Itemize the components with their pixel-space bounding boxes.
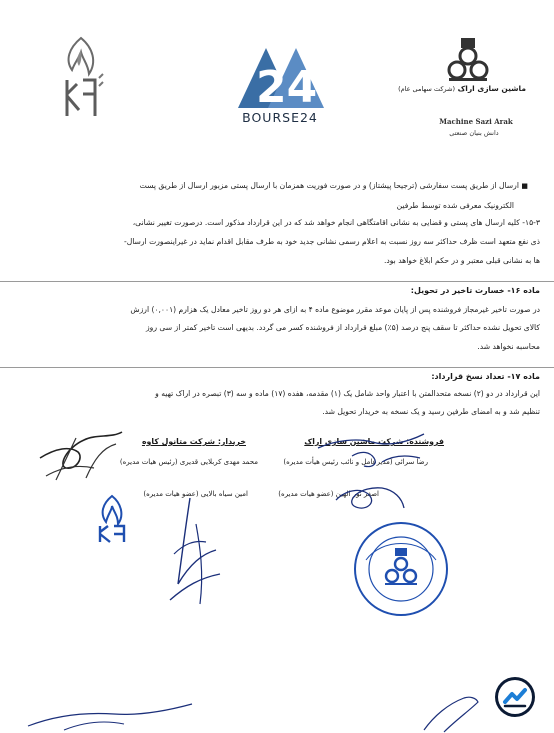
divider [0, 367, 554, 368]
clause-15-3-line-2: ذی نفع متعهد است ظرف حداکثر سه روز نسبت به اعلام رسمی نشانی جدید خود به طرف مقابل اقدام نماید در غیراینصورت ارسال- [123, 237, 540, 246]
article-17-title: ماده ۱۷- تعداد نسخ قرارداد: [431, 372, 540, 381]
seller-person-1: رضا سرائی (مدیرعامل و نائب رئیس هیأت مدیره) [283, 458, 428, 466]
buyer-signature-1 [36, 418, 126, 484]
article-16-line-3: محاسبه نخواهد شد. [477, 342, 540, 351]
seller-logo [447, 36, 489, 82]
svg-text:24: 24 [256, 62, 318, 110]
divider [0, 281, 554, 282]
bullet-marker: ■ [521, 182, 528, 190]
seller-signature-2 [330, 478, 410, 518]
company-seal [352, 520, 450, 618]
buyer-logo [55, 34, 107, 120]
clause-15-3-line-3: ها به نشانی قبلی معتبر و در حکم ابلاغ خواهد بود. [383, 256, 540, 265]
company-name-en: Machine Sazi Arak [439, 117, 513, 126]
seller-title: فروشنده: شرکت ماشین سازی اراک [304, 437, 444, 446]
buyer-person-2: امین سیاه بالایی (عضو هیات مدیره) [143, 490, 248, 498]
bottom-signature-left [24, 700, 194, 733]
bullet-item-continued: الکترونیک معرفی شده توسط طرفین [396, 201, 514, 210]
watermark [232, 44, 328, 126]
seller-person-2: اصغر نور الهین (عضو هیات مدیره) [278, 490, 379, 498]
article-17-line-2: تنظیم شد و به امضای طرفین رسید و یک نسخه به خریدار تحویل شد. [322, 407, 540, 416]
company-sub-fa: (شرکت سهامی عام) [398, 85, 455, 93]
watermark-text: BOURSE24 [242, 110, 318, 125]
bottom-signature-right [420, 690, 480, 733]
watermark-emblem [232, 44, 328, 110]
company-name-fa: ماشین سازی اراک (شرکت سهامی عام) [398, 84, 526, 93]
watermark-badge-icon [493, 675, 537, 719]
buyer-signature-2 [160, 494, 230, 610]
article-16-line-2: کالای تحویل نشده حداکثر تا سقف پنج درصد (۵٪) مبلغ قرارداد از فروشنده کسر می گردد. بدیهی است تاخیر کمتر از سی روز [146, 323, 540, 332]
buyer-company-stamp [92, 494, 132, 544]
article-16-line-1: در صورت تاخیر غیرمجاز فروشنده پس از پایان موعد مقرر موضوع ماده ۴ به ازای هر دو روز تاخیر معادل یک هزارم (۰,۰۰۱) ارزش [130, 305, 540, 314]
clause-15-3-line-1: ۱۵-۳- کلیه ارسال های پستی و قضایی به نشانی اقامتگاهی انجام خواهد شد که در این قرارداد مذکور است. درصورت تغییر نشانی، [132, 218, 540, 227]
article-17-line-1: این قرارداد در دو (۲) نسخه متحدالمتن با اعتبار واحد شامل یک (۱) مقدمه، هفده (۱۷) ماده و سه (۳) تبصره در اراک تهیه و [155, 389, 540, 398]
bullet-item: ■ ارسال از طریق پست سفارشی (ترجیحا پیشتاز) و در صورت فوریت همزمان با ارسال پستی مزبور ارسال از طریق پست [139, 181, 528, 190]
seller-signature-1 [312, 428, 432, 472]
buyer-person-1: محمد مهدی کربلایی قدیری (رئیس هیات مدیره) [119, 458, 258, 466]
company-tagline-fa: دانش بنیان صنعتی [449, 129, 499, 137]
article-16-title: ماده ۱۶- خسارت تاخیر در تحویل: [410, 286, 540, 295]
company-seal-rings [352, 520, 450, 618]
buyer-title: خریدار: شرکت متانول کاوه [141, 437, 246, 446]
